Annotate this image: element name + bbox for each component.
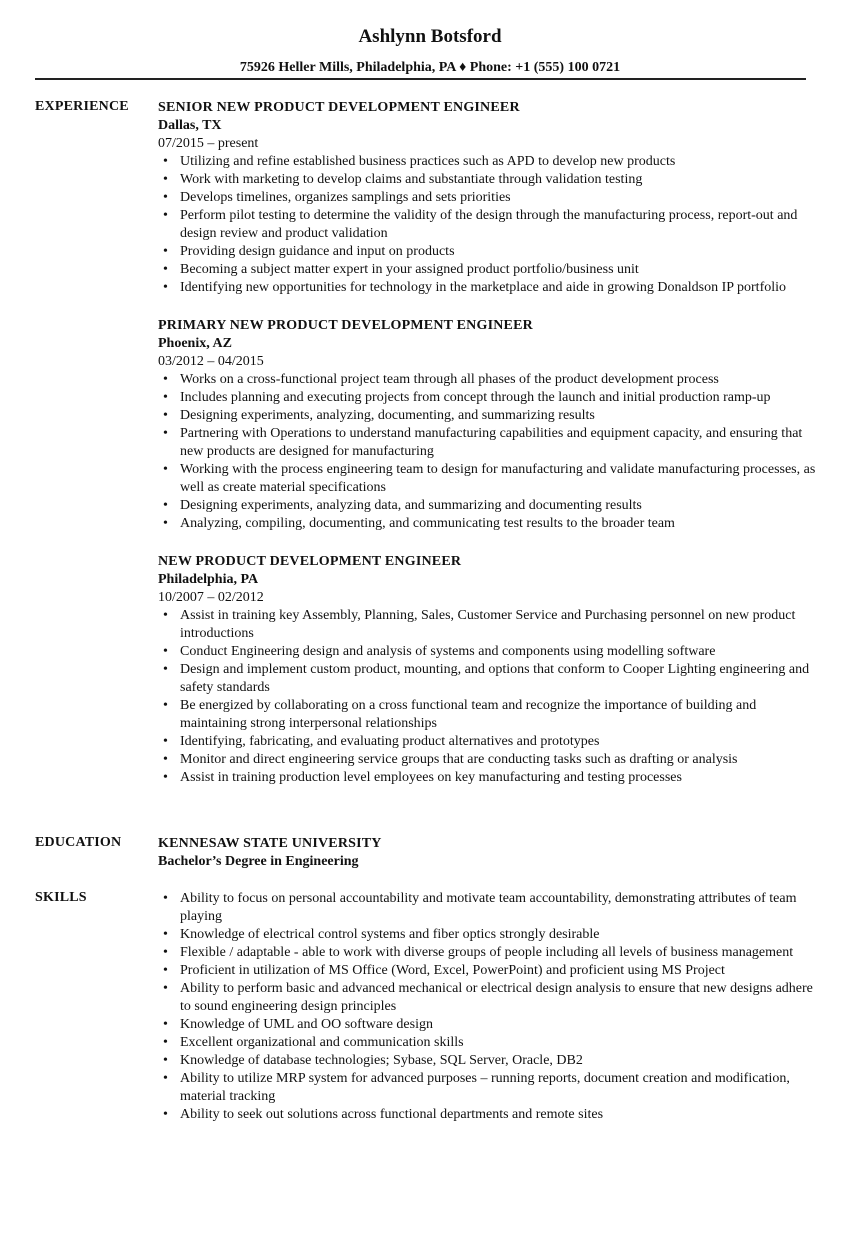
job-bullet: • Identifying new opportunities for technology in the marketplace and aide in growing Donaldson IP portfolio [158, 279, 823, 297]
job-title: NEW PRODUCT DEVELOPMENT ENGINEER [158, 554, 462, 569]
skill-bullet: • Knowledge of UML and OO software design [158, 1016, 823, 1034]
job-bullet: • Assist in training production level employees on key manufacturing and testing processes [158, 769, 823, 787]
job-bullet: • Perform pilot testing to determine the validity of the design through the manufacturing process, report-out and design review and product validation [158, 207, 823, 243]
job-bullet: • Design and implement custom product, mounting, and options that conform to Cooper Lighting engineering and safety standards [158, 661, 823, 697]
job-location: Philadelphia, PA [158, 572, 259, 587]
job-bullet: • Be energized by collaborating on a cross functional team and recognize the importance of building and maintaining strong interpersonal relationships [158, 697, 823, 733]
skills-body [158, 890, 823, 1124]
degree: Bachelor’s Degree in Engineering [158, 854, 359, 869]
job-bullet: • Designing experiments, analyzing data, and summarizing and documenting results [158, 497, 823, 515]
job-bullet: • Designing experiments, analyzing, documenting, and summarizing results [158, 407, 823, 425]
job-bullet: • Partnering with Operations to understand manufacturing capabilities and equipment capacity, and ensuring that new products are designed for manufacturing [158, 425, 823, 461]
skill-bullet: • Knowledge of electrical control systems and fiber optics strongly desirable [158, 926, 823, 944]
job-bullet: • Work with marketing to develop claims and substantiate through validation testing [158, 171, 823, 189]
job-bullet: • Assist in training key Assembly, Planning, Sales, Customer Service and Purchasing personnel on new product introductions [158, 607, 823, 643]
job-bullet: • Working with the process engineering team to design for manufacturing and validate manufacturing processes, as well as create material specifications [158, 461, 823, 497]
job-bullet: • Utilizing and refine established business practices such as APD to develop new products [158, 153, 823, 171]
job-dates: 03/2012 – 04/2015 [158, 354, 264, 369]
job-dates: 10/2007 – 02/2012 [158, 590, 264, 605]
contact-line: 75926 Heller Mills, Philadelphia, PA ♦ Phone: +1 (555) 100 0721 [239, 60, 621, 75]
experience-body [158, 99, 823, 807]
job-title: SENIOR NEW PRODUCT DEVELOPMENT ENGINEER [158, 100, 520, 115]
job-entry [158, 317, 823, 533]
school-name: KENNESAW STATE UNIVERSITY [158, 836, 382, 851]
job-bullet: • Becoming a subject matter expert in your assigned product portfolio/business unit [158, 261, 823, 279]
job-dates: 07/2015 – present [158, 136, 259, 151]
job-bullet: • Develops timelines, organizes samplings and sets priorities [158, 189, 823, 207]
job-bullets [158, 371, 823, 533]
job-location: Dallas, TX [158, 118, 222, 133]
header-divider [35, 78, 806, 80]
skill-bullet: • Ability to focus on personal accountability and motivate team accountability, demonstrating attributes of team playing [158, 890, 823, 926]
experience-heading: EXPERIENCE [35, 99, 129, 114]
skill-bullet: • Flexible / adaptable - able to work with diverse groups of people including all levels of business management [158, 944, 823, 962]
skill-bullet: • Proficient in utilization of MS Office (Word, Excel, PowerPoint) and proficient using MS Project [158, 962, 823, 980]
skill-bullet: • Excellent organizational and communication skills [158, 1034, 823, 1052]
job-bullet: • Analyzing, compiling, documenting, and communicating test results to the broader team [158, 515, 823, 533]
job-entry [158, 99, 823, 297]
job-bullet: • Includes planning and executing projects from concept through the launch and initial production ramp-up [158, 389, 823, 407]
job-bullet: • Works on a cross-functional project team through all phases of the product development process [158, 371, 823, 389]
job-bullet: • Identifying, fabricating, and evaluating product alternatives and prototypes [158, 733, 823, 751]
skill-bullet: • Ability to perform basic and advanced mechanical or electrical design analysis to ensure that new designs adhere to sound engineering design principles [158, 980, 823, 1016]
job-bullets [158, 153, 823, 297]
job-bullet: • Providing design guidance and input on products [158, 243, 823, 261]
skill-bullet: • Ability to utilize MRP system for advanced purposes – running reports, document creation and modification, material tracking [158, 1070, 823, 1106]
education-body [158, 835, 823, 871]
job-location: Phoenix, AZ [158, 336, 232, 351]
job-bullet: • Conduct Engineering design and analysis of systems and components using modelling software [158, 643, 823, 661]
skill-bullet: • Knowledge of database technologies; Sybase, SQL Server, Oracle, DB2 [158, 1052, 823, 1070]
job-bullets [158, 607, 823, 787]
skills-heading: SKILLS [35, 890, 87, 905]
education-heading: EDUCATION [35, 835, 122, 850]
skills-bullets [158, 890, 823, 1124]
skill-bullet: • Ability to seek out solutions across functional departments and remote sites [158, 1106, 823, 1124]
job-entry [158, 553, 823, 787]
candidate-name: Ashlynn Botsford [358, 26, 502, 47]
job-bullet: • Monitor and direct engineering service groups that are conducting tasks such as drafting or analysis [158, 751, 823, 769]
job-title: PRIMARY NEW PRODUCT DEVELOPMENT ENGINEER [158, 318, 533, 333]
